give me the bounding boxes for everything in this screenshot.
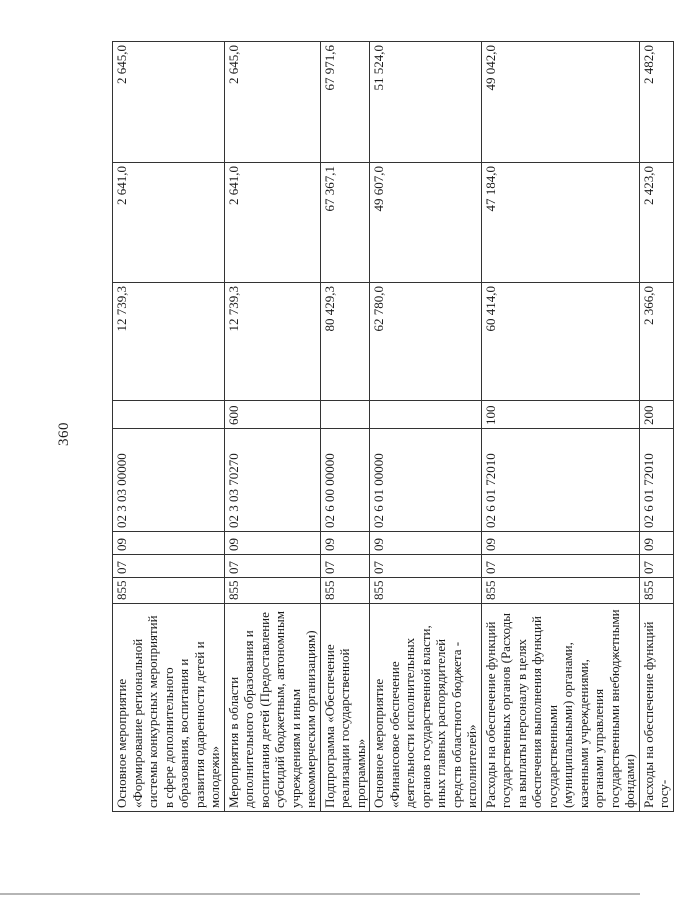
sum-col-2: 49 607,0	[370, 163, 482, 283]
target-article-code: 02 6 00 00000	[320, 429, 370, 532]
sum-col-1: 62 780,0	[370, 283, 482, 401]
target-article-code: 02 6 01 72010	[639, 429, 673, 532]
sum-col-2: 47 184,0	[481, 163, 639, 283]
section-code: 07	[370, 555, 482, 578]
section-code: 07	[481, 555, 639, 578]
sum-col-3: 49 042,0	[481, 42, 639, 163]
page-number: 360	[56, 422, 72, 446]
table-row	[224, 42, 320, 812]
row-name: Основное мероприятие «Формирование региональной системы конкурсных мероприятий в сфере дополнительного образования, воспитания и развития одаренности детей и молодежи»	[113, 604, 225, 812]
ministry-code: 855	[320, 578, 370, 604]
expense-type-code	[320, 401, 370, 429]
sum-col-3: 2 645,0	[113, 42, 225, 163]
sum-col-1: 60 414,0	[481, 283, 639, 401]
section-code: 07	[639, 555, 673, 578]
table-row	[113, 42, 225, 812]
expense-type-code	[113, 401, 225, 429]
subsection-code: 09	[639, 532, 673, 555]
sum-col-3: 2 482,0	[639, 42, 673, 163]
scan-edge-line	[0, 893, 640, 895]
target-article-code: 02 6 01 00000	[370, 429, 482, 532]
subsection-code: 09	[481, 532, 639, 555]
sum-col-3: 51 524,0	[370, 42, 482, 163]
budget-table	[112, 41, 674, 812]
sum-col-3: 67 971,6	[320, 42, 370, 163]
sum-col-2: 2 423,0	[639, 163, 673, 283]
sum-col-1: 12 739,3	[224, 283, 320, 401]
expense-type-code: 200	[639, 401, 673, 429]
row-name: Подпрограмма «Обеспечение реализации государственной программы»	[320, 604, 370, 812]
target-article-code: 02 3 03 00000	[113, 429, 225, 532]
target-article-code: 02 3 03 70270	[224, 429, 320, 532]
sum-col-1: 2 366,0	[639, 283, 673, 401]
row-name: Расходы на обеспечение функций государственных органов (Расходы на выплаты персоналу в целях обеспечения выполнения функций государственными (муниципальными) органами, казенными учреждениями, органами управления государственными внебюджетными фондами)	[481, 604, 639, 812]
sum-col-2: 2 641,0	[224, 163, 320, 283]
section-code: 07	[113, 555, 225, 578]
subsection-code: 09	[224, 532, 320, 555]
sum-col-1: 12 739,3	[113, 283, 225, 401]
expense-type-code: 100	[481, 401, 639, 429]
sum-col-2: 2 641,0	[113, 163, 225, 283]
section-code: 07	[224, 555, 320, 578]
ministry-code: 855	[113, 578, 225, 604]
row-name: Мероприятия в области дополнительного образования и воспитания детей (Предоставление субсидий бюджетным, автономным учреждениям и иным некоммерческим организациям)	[224, 604, 320, 812]
ministry-code: 855	[224, 578, 320, 604]
ministry-code: 855	[639, 578, 673, 604]
subsection-code: 09	[320, 532, 370, 555]
table-row	[370, 42, 482, 812]
subsection-code: 09	[113, 532, 225, 555]
ministry-code: 855	[481, 578, 639, 604]
expense-type-code: 600	[224, 401, 320, 429]
table-row	[639, 42, 673, 812]
sum-col-1: 80 429,3	[320, 283, 370, 401]
table-row	[320, 42, 370, 812]
ministry-code: 855	[370, 578, 482, 604]
row-name: Расходы на обеспечение функций госу-	[639, 604, 673, 812]
sum-col-2: 67 367,1	[320, 163, 370, 283]
row-name: Основное мероприятие «Финансовое обеспечение деятельности исполнительных органов государственной власти, иных главных распорядителей средств областного бюджета - исполнителей»	[370, 604, 482, 812]
section-code: 07	[320, 555, 370, 578]
target-article-code: 02 6 01 72010	[481, 429, 639, 532]
subsection-code: 09	[370, 532, 482, 555]
rotated-table-container	[112, 42, 671, 812]
sum-col-3: 2 645,0	[224, 42, 320, 163]
expense-type-code	[370, 401, 482, 429]
table-row	[481, 42, 639, 812]
